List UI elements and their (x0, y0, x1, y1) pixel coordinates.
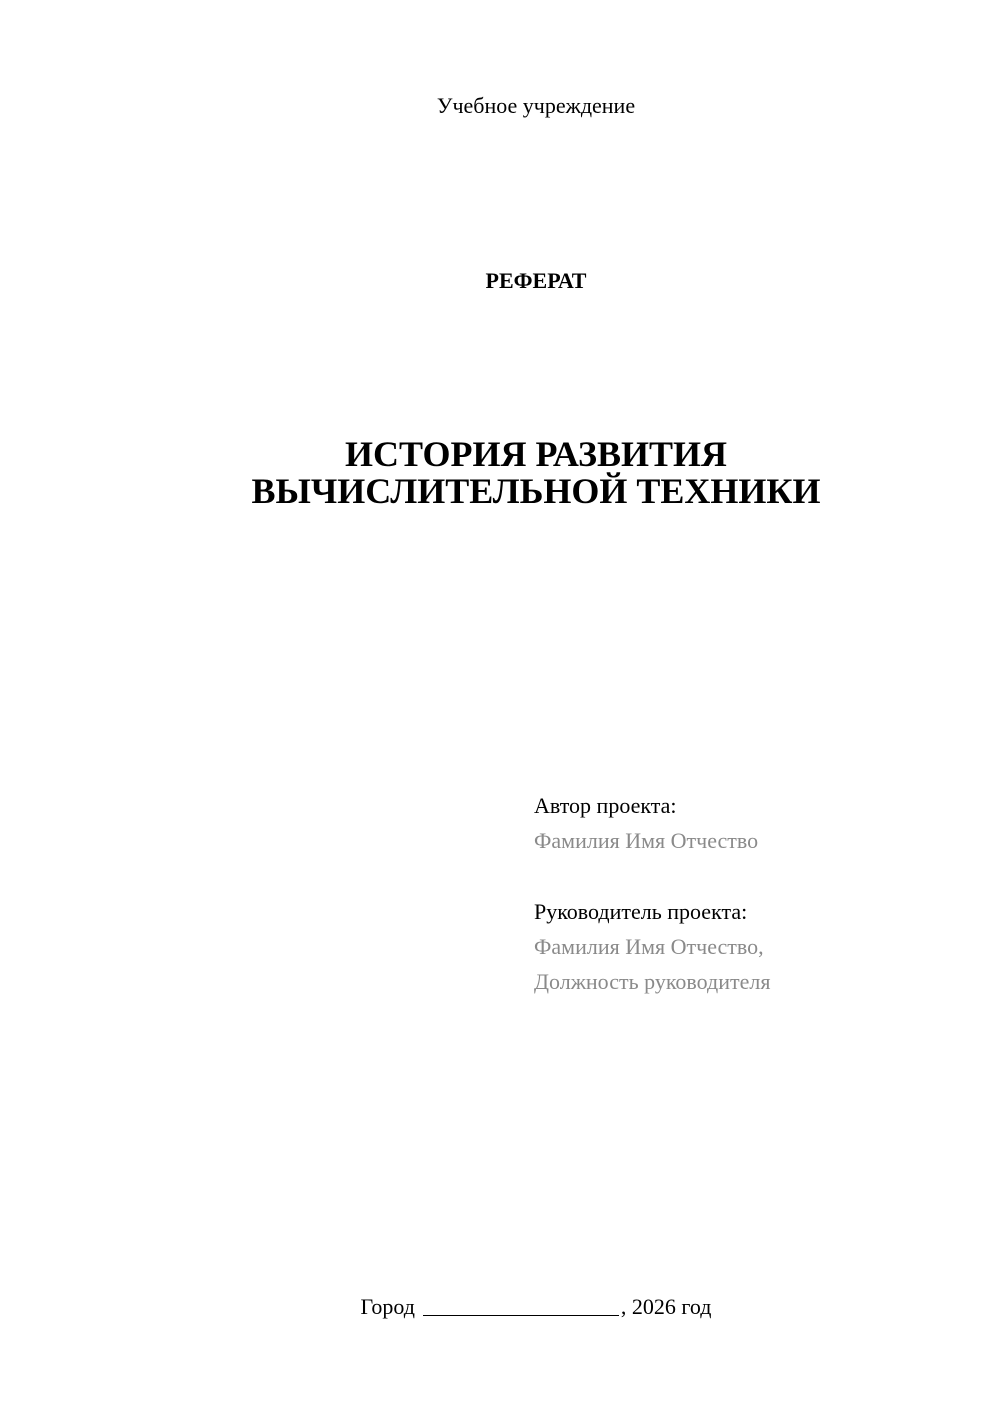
document-title (0, 436, 1000, 510)
year-text: , 2026 год (620, 1294, 712, 1319)
supervisor-label: Руководитель проекта: (534, 899, 748, 924)
author-label: Автор проекта: (534, 793, 677, 818)
city-label: Город (360, 1294, 415, 1319)
title-line-2: ВЫЧИСЛИТЕЛЬНОЙ ТЕХНИКИ (251, 471, 821, 511)
title-line-1: ИСТОРИЯ РАЗВИТИЯ (344, 434, 728, 474)
author-name: Фамилия Имя Отчество (534, 828, 759, 853)
document-type: РЕФЕРАТ (485, 268, 587, 293)
city-year-line (0, 1291, 1000, 1321)
author-block (534, 788, 758, 858)
institution-name: Учебное учреждение (436, 93, 636, 118)
supervisor-block (534, 894, 770, 999)
city-blank-line (423, 1293, 619, 1316)
supervisor-name: Фамилия Имя Отчество, (534, 934, 764, 959)
supervisor-position: Должность руководителя (534, 969, 771, 994)
